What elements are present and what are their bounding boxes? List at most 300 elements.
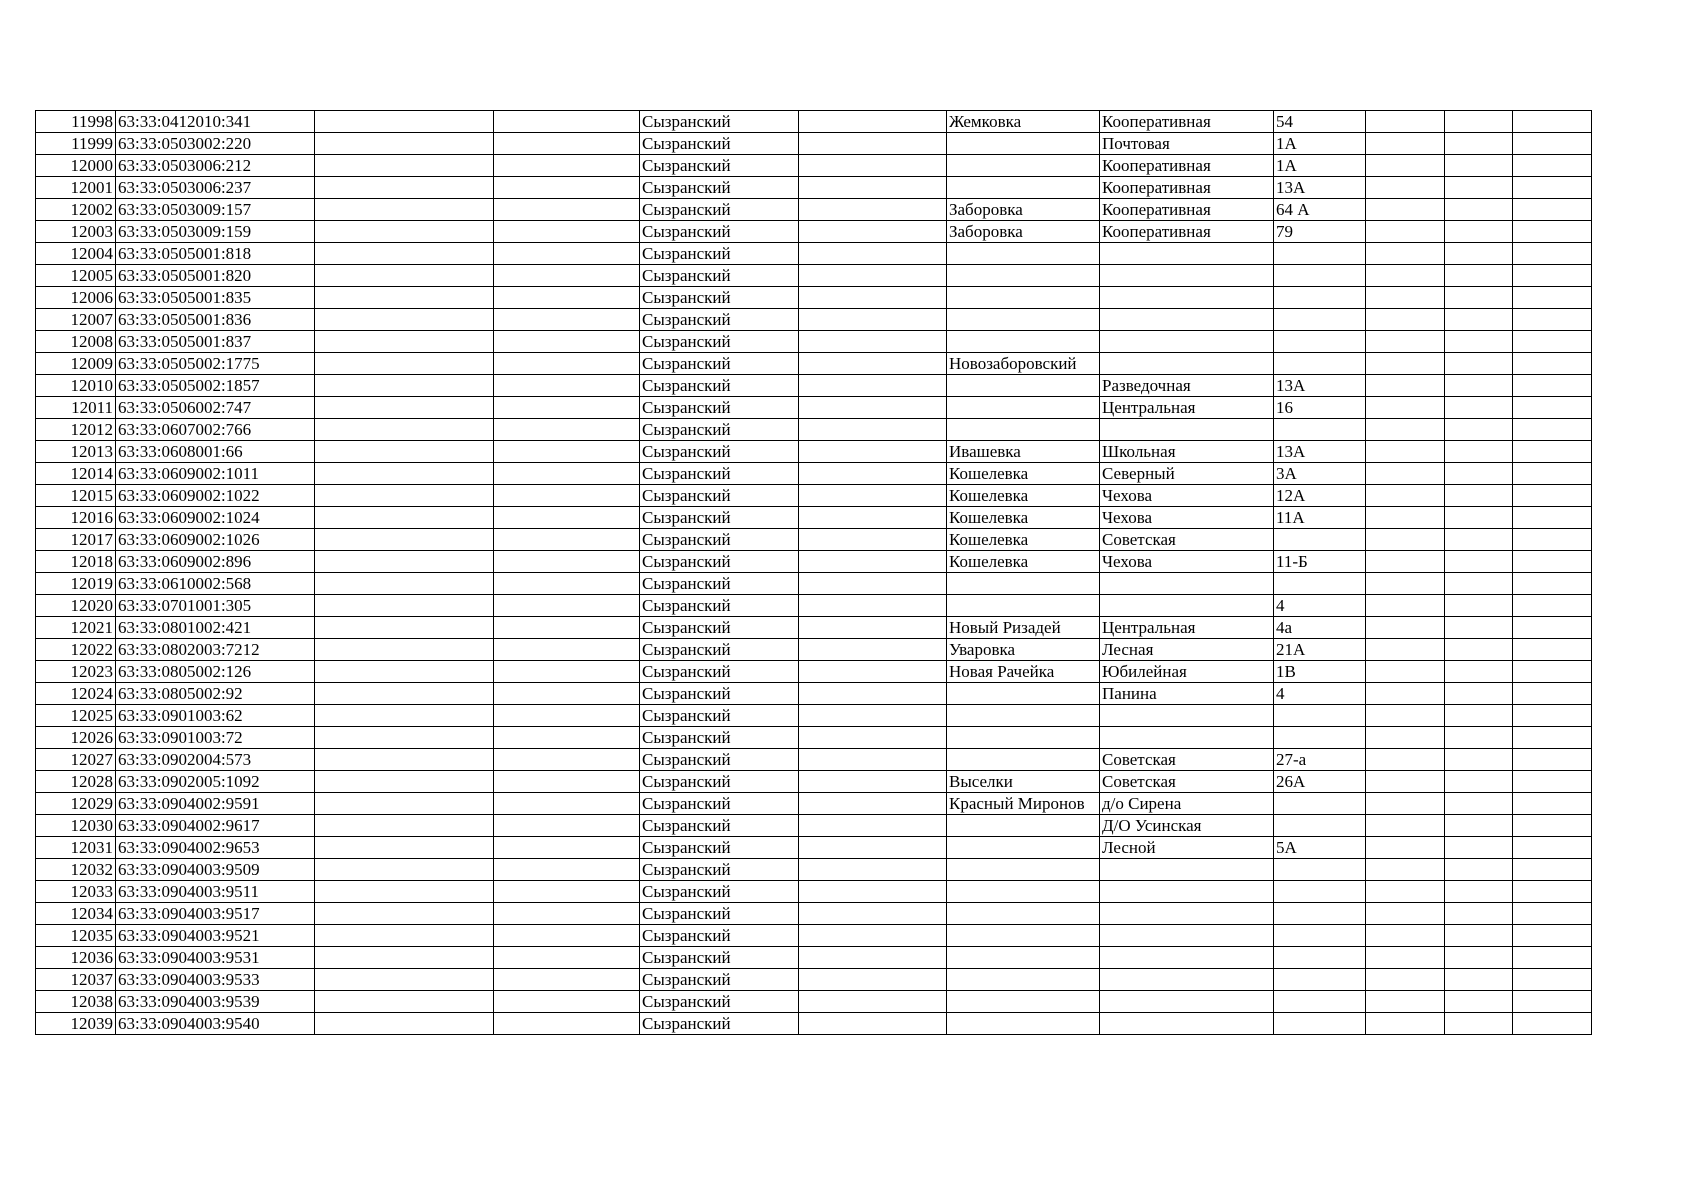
table-cell: Новая Рачейка	[947, 661, 1100, 683]
table-cell	[1513, 573, 1592, 595]
table-cell: Новый Ризадей	[947, 617, 1100, 639]
table-row	[36, 221, 1592, 243]
table-cell: 4	[1274, 683, 1366, 705]
table-cell	[1366, 331, 1445, 353]
table-cell: 54	[1274, 111, 1366, 133]
table-cell	[1366, 199, 1445, 221]
table-cell: Сызранский	[640, 397, 799, 419]
table-cell	[799, 397, 947, 419]
table-cell	[494, 551, 640, 573]
table-cell	[799, 551, 947, 573]
table-cell: 12032	[36, 859, 116, 881]
table-cell: Сызранский	[640, 617, 799, 639]
table-cell	[494, 529, 640, 551]
table-cell	[947, 859, 1100, 881]
table-row	[36, 661, 1592, 683]
table-cell	[1274, 991, 1366, 1013]
table-cell: 12А	[1274, 485, 1366, 507]
table-cell: 63:33:0904003:9533	[116, 969, 315, 991]
table-cell: 63:33:0607002:766	[116, 419, 315, 441]
table-cell: Сызранский	[640, 551, 799, 573]
table-cell: 12027	[36, 749, 116, 771]
table-cell: Кооперативная	[1100, 155, 1274, 177]
table-cell: 63:33:0503002:220	[116, 133, 315, 155]
table-cell	[947, 837, 1100, 859]
table-cell	[799, 507, 947, 529]
table-cell	[1445, 221, 1513, 243]
table-cell: Кошелевка	[947, 529, 1100, 551]
table-cell	[1100, 265, 1274, 287]
table-cell	[494, 155, 640, 177]
table-cell: Сызранский	[640, 947, 799, 969]
table-cell	[1513, 133, 1592, 155]
table-cell	[799, 1013, 947, 1035]
table-cell	[1445, 991, 1513, 1013]
table-cell	[1366, 265, 1445, 287]
table-cell	[1513, 529, 1592, 551]
table-cell	[1366, 903, 1445, 925]
table-cell: Лесной	[1100, 837, 1274, 859]
table-cell	[947, 903, 1100, 925]
table-cell: Кооперативная	[1100, 199, 1274, 221]
table-row	[36, 595, 1592, 617]
table-cell: 12024	[36, 683, 116, 705]
table-row	[36, 177, 1592, 199]
table-cell: 63:33:0503009:157	[116, 199, 315, 221]
table-cell: Сызранский	[640, 485, 799, 507]
table-cell	[947, 375, 1100, 397]
table-cell: 63:33:0904003:9531	[116, 947, 315, 969]
table-row	[36, 441, 1592, 463]
table-cell	[1445, 573, 1513, 595]
table-cell	[1366, 595, 1445, 617]
table-cell	[1513, 419, 1592, 441]
table-cell	[799, 617, 947, 639]
table-cell	[1100, 595, 1274, 617]
table-cell	[947, 881, 1100, 903]
table-cell	[1274, 309, 1366, 331]
table-cell: 12021	[36, 617, 116, 639]
table-cell	[1445, 793, 1513, 815]
table-cell	[799, 815, 947, 837]
table-cell	[494, 133, 640, 155]
table-cell: 3А	[1274, 463, 1366, 485]
table-cell: 63:33:0805002:126	[116, 661, 315, 683]
table-row	[36, 397, 1592, 419]
table-row	[36, 1013, 1592, 1035]
table-cell	[315, 353, 494, 375]
table-cell	[1366, 221, 1445, 243]
table-row	[36, 199, 1592, 221]
table-cell: 63:33:0608001:66	[116, 441, 315, 463]
table-cell	[494, 815, 640, 837]
table-cell	[494, 683, 640, 705]
table-cell	[1274, 265, 1366, 287]
table-cell: Советская	[1100, 529, 1274, 551]
table-cell	[494, 793, 640, 815]
table-row	[36, 793, 1592, 815]
table-cell: Сызранский	[640, 573, 799, 595]
table-cell	[315, 661, 494, 683]
table-cell	[1366, 617, 1445, 639]
table-cell: 1А	[1274, 133, 1366, 155]
table-cell	[1100, 331, 1274, 353]
table-cell	[1274, 353, 1366, 375]
table-cell: Уваровка	[947, 639, 1100, 661]
table-cell: 63:33:0503006:212	[116, 155, 315, 177]
table-cell	[315, 573, 494, 595]
table-cell	[1513, 793, 1592, 815]
table-cell	[799, 683, 947, 705]
table-cell	[494, 771, 640, 793]
table-cell	[947, 419, 1100, 441]
table-cell	[947, 309, 1100, 331]
table-cell: Сызранский	[640, 265, 799, 287]
table-row	[36, 925, 1592, 947]
table-cell: 79	[1274, 221, 1366, 243]
table-cell	[947, 727, 1100, 749]
table-cell	[1100, 969, 1274, 991]
table-cell	[947, 749, 1100, 771]
table-cell: Кооперативная	[1100, 221, 1274, 243]
table-cell	[494, 265, 640, 287]
table-cell: 63:33:0904002:9591	[116, 793, 315, 815]
table-cell	[947, 331, 1100, 353]
table-cell: 12031	[36, 837, 116, 859]
table-cell	[1366, 375, 1445, 397]
table-cell	[1513, 991, 1592, 1013]
table-cell	[1445, 859, 1513, 881]
table-cell: 16	[1274, 397, 1366, 419]
table-cell: 12015	[36, 485, 116, 507]
table-cell: Кошелевка	[947, 485, 1100, 507]
table-row	[36, 903, 1592, 925]
table-row	[36, 375, 1592, 397]
table-cell: Центральная	[1100, 617, 1274, 639]
table-row	[36, 111, 1592, 133]
table-cell: 12007	[36, 309, 116, 331]
table-cell	[799, 705, 947, 727]
table-cell: Сызранский	[640, 287, 799, 309]
table-cell: 63:33:0701001:305	[116, 595, 315, 617]
table-cell	[1274, 793, 1366, 815]
table-cell	[494, 1013, 640, 1035]
table-cell	[1445, 397, 1513, 419]
table-cell: 63:33:0505002:1775	[116, 353, 315, 375]
table-cell: Разведочная	[1100, 375, 1274, 397]
table-cell	[315, 463, 494, 485]
table-cell: Сызранский	[640, 155, 799, 177]
table-cell: 12009	[36, 353, 116, 375]
table-cell	[799, 331, 947, 353]
table-cell: 12022	[36, 639, 116, 661]
table-cell	[799, 529, 947, 551]
table-cell	[1366, 573, 1445, 595]
table-cell: 12033	[36, 881, 116, 903]
table-cell	[494, 419, 640, 441]
table-cell: Кооперативная	[1100, 111, 1274, 133]
table-cell	[1445, 529, 1513, 551]
table-cell: Сызранский	[640, 507, 799, 529]
table-cell	[799, 639, 947, 661]
table-cell: 63:33:0802003:7212	[116, 639, 315, 661]
table-row	[36, 243, 1592, 265]
table-cell: Северный	[1100, 463, 1274, 485]
table-cell: Сызранский	[640, 177, 799, 199]
table-cell	[1445, 925, 1513, 947]
table-cell: 63:33:0904003:9509	[116, 859, 315, 881]
table-cell	[1445, 617, 1513, 639]
table-cell	[1100, 573, 1274, 595]
table-cell	[1366, 991, 1445, 1013]
table-cell	[1274, 903, 1366, 925]
table-cell	[1366, 353, 1445, 375]
table-cell: Сызранский	[640, 1013, 799, 1035]
table-row	[36, 639, 1592, 661]
table-cell	[799, 463, 947, 485]
table-cell: 12036	[36, 947, 116, 969]
table-cell: 12003	[36, 221, 116, 243]
table-cell	[799, 419, 947, 441]
table-cell	[799, 969, 947, 991]
table-cell	[1445, 727, 1513, 749]
table-cell: 63:33:0901003:62	[116, 705, 315, 727]
table-cell	[315, 947, 494, 969]
table-cell	[315, 375, 494, 397]
table-cell	[1445, 375, 1513, 397]
table-cell	[799, 375, 947, 397]
table-cell	[799, 441, 947, 463]
table-cell	[494, 837, 640, 859]
table-cell: Чехова	[1100, 485, 1274, 507]
table-cell	[947, 573, 1100, 595]
table-cell: 12026	[36, 727, 116, 749]
table-cell: 11А	[1274, 507, 1366, 529]
table-cell	[1513, 639, 1592, 661]
table-cell	[1366, 639, 1445, 661]
table-cell: 12000	[36, 155, 116, 177]
table-cell	[1513, 749, 1592, 771]
table-cell	[799, 177, 947, 199]
table-cell	[1445, 639, 1513, 661]
table-cell: 63:33:0904003:9517	[116, 903, 315, 925]
table-cell	[315, 617, 494, 639]
table-row	[36, 419, 1592, 441]
table-cell: Школьная	[1100, 441, 1274, 463]
table-cell	[494, 199, 640, 221]
table-cell	[315, 529, 494, 551]
table-row	[36, 705, 1592, 727]
table-cell	[1100, 287, 1274, 309]
table-cell: Красный Миронов	[947, 793, 1100, 815]
table-cell	[1513, 947, 1592, 969]
table-cell	[799, 881, 947, 903]
table-cell: Сызранский	[640, 881, 799, 903]
table-cell	[494, 221, 640, 243]
table-cell	[1366, 969, 1445, 991]
table-cell	[1445, 441, 1513, 463]
table-cell	[315, 969, 494, 991]
table-cell	[315, 793, 494, 815]
table-cell	[494, 727, 640, 749]
table-cell	[1366, 793, 1445, 815]
table-cell	[1513, 485, 1592, 507]
table-row	[36, 617, 1592, 639]
table-cell: Заборовка	[947, 199, 1100, 221]
table-row	[36, 485, 1592, 507]
table-cell: Сызранский	[640, 133, 799, 155]
table-cell: Новозаборовский	[947, 353, 1100, 375]
table-cell	[1366, 243, 1445, 265]
table-cell	[315, 1013, 494, 1035]
table-body	[36, 111, 1592, 1035]
table-cell: Кошелевка	[947, 463, 1100, 485]
table-cell: 12018	[36, 551, 116, 573]
table-cell	[494, 375, 640, 397]
table-cell	[315, 551, 494, 573]
table-cell	[1366, 441, 1445, 463]
table-cell	[315, 507, 494, 529]
table-cell: 12008	[36, 331, 116, 353]
table-cell	[315, 705, 494, 727]
table-cell	[1513, 155, 1592, 177]
table-cell	[315, 309, 494, 331]
table-cell: Чехова	[1100, 507, 1274, 529]
table-cell	[799, 573, 947, 595]
table-cell	[494, 441, 640, 463]
table-cell	[1445, 485, 1513, 507]
table-cell	[1445, 771, 1513, 793]
table-row	[36, 309, 1592, 331]
table-cell: Юбилейная	[1100, 661, 1274, 683]
table-cell	[1513, 771, 1592, 793]
table-cell	[1100, 309, 1274, 331]
table-cell: Сызранский	[640, 903, 799, 925]
table-row	[36, 331, 1592, 353]
table-row	[36, 881, 1592, 903]
table-cell	[315, 485, 494, 507]
table-cell: 63:33:0904002:9617	[116, 815, 315, 837]
table-cell: Почтовая	[1100, 133, 1274, 155]
table-cell: Сызранский	[640, 859, 799, 881]
table-cell	[315, 397, 494, 419]
table-cell	[1366, 133, 1445, 155]
table-cell	[1445, 419, 1513, 441]
table-cell	[947, 705, 1100, 727]
table-cell	[947, 925, 1100, 947]
table-cell: Сызранский	[640, 771, 799, 793]
table-cell	[947, 991, 1100, 1013]
table-cell	[494, 749, 640, 771]
table-cell: 12035	[36, 925, 116, 947]
table-cell	[947, 595, 1100, 617]
table-cell	[1274, 705, 1366, 727]
table-cell	[799, 221, 947, 243]
table-row	[36, 573, 1592, 595]
table-cell: 63:33:0609002:1024	[116, 507, 315, 529]
table-cell	[494, 991, 640, 1013]
table-cell	[1100, 353, 1274, 375]
table-cell: Советская	[1100, 771, 1274, 793]
table-cell: Сызранский	[640, 529, 799, 551]
table-cell	[947, 177, 1100, 199]
table-cell	[1274, 969, 1366, 991]
table-cell	[1513, 397, 1592, 419]
table-cell	[494, 859, 640, 881]
table-cell	[315, 991, 494, 1013]
table-cell: Сызранский	[640, 639, 799, 661]
table-cell	[1274, 331, 1366, 353]
table-cell	[1445, 595, 1513, 617]
table-cell	[1445, 155, 1513, 177]
table-cell	[1366, 177, 1445, 199]
table-cell	[315, 639, 494, 661]
table-cell: 12004	[36, 243, 116, 265]
table-cell: Сызранский	[640, 749, 799, 771]
table-cell: Советская	[1100, 749, 1274, 771]
table-cell: 63:33:0610002:568	[116, 573, 315, 595]
table-cell	[494, 925, 640, 947]
table-cell: 26А	[1274, 771, 1366, 793]
table-row	[36, 991, 1592, 1013]
table-cell	[315, 683, 494, 705]
table-cell	[1366, 551, 1445, 573]
table-cell: 63:33:0503009:159	[116, 221, 315, 243]
table-cell	[1445, 1013, 1513, 1035]
table-row	[36, 155, 1592, 177]
table-cell	[315, 199, 494, 221]
table-cell	[1513, 265, 1592, 287]
table-cell	[799, 903, 947, 925]
table-cell: 63:33:0904003:9539	[116, 991, 315, 1013]
table-cell: 27-а	[1274, 749, 1366, 771]
table-cell	[947, 287, 1100, 309]
table-row	[36, 815, 1592, 837]
table-cell: Ивашевка	[947, 441, 1100, 463]
table-cell	[1100, 705, 1274, 727]
table-cell	[494, 507, 640, 529]
table-row	[36, 463, 1592, 485]
table-cell	[1445, 199, 1513, 221]
table-cell	[1513, 595, 1592, 617]
table-cell	[1445, 815, 1513, 837]
table-cell	[1513, 551, 1592, 573]
table-cell	[1366, 397, 1445, 419]
table-cell	[799, 749, 947, 771]
table-cell	[315, 837, 494, 859]
table-cell: 63:33:0902004:573	[116, 749, 315, 771]
table-cell	[494, 639, 640, 661]
table-cell	[1513, 111, 1592, 133]
table-cell: 12010	[36, 375, 116, 397]
table-cell	[494, 485, 640, 507]
table-cell	[947, 397, 1100, 419]
table-cell	[1513, 287, 1592, 309]
table-cell	[315, 287, 494, 309]
table-cell	[1100, 881, 1274, 903]
table-cell	[1366, 661, 1445, 683]
table-cell: Выселки	[947, 771, 1100, 793]
table-cell	[1274, 925, 1366, 947]
table-cell	[1366, 727, 1445, 749]
table-cell	[1274, 859, 1366, 881]
table-cell: Сызранский	[640, 309, 799, 331]
table-cell	[1366, 683, 1445, 705]
table-cell: 63:33:0901003:72	[116, 727, 315, 749]
table-cell	[947, 683, 1100, 705]
table-cell: 12001	[36, 177, 116, 199]
table-cell	[494, 111, 640, 133]
